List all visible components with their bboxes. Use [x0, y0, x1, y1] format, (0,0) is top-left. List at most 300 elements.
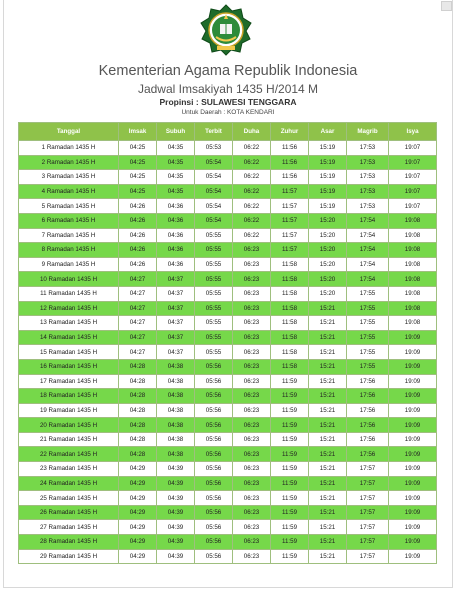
date-cell: 17 Ramadan 1435 H: [19, 374, 119, 389]
time-cell: 06:23: [233, 316, 271, 331]
time-cell: 11:59: [271, 418, 309, 433]
time-cell: 04:38: [157, 374, 195, 389]
time-cell: 15:21: [309, 432, 347, 447]
time-cell: 04:37: [157, 301, 195, 316]
time-cell: 17:57: [347, 462, 389, 477]
time-cell: 05:54: [195, 184, 233, 199]
time-cell: 06:23: [233, 359, 271, 374]
time-cell: 15:21: [309, 535, 347, 550]
time-cell: 15:20: [309, 286, 347, 301]
time-cell: 04:36: [157, 199, 195, 214]
time-cell: 06:23: [233, 257, 271, 272]
column-header: Imsak: [119, 123, 157, 141]
time-cell: 05:56: [195, 403, 233, 418]
time-cell: 06:23: [233, 418, 271, 433]
time-cell: 19:09: [389, 520, 437, 535]
time-cell: 11:57: [271, 243, 309, 258]
time-cell: 15:19: [309, 170, 347, 185]
time-cell: 06:23: [233, 535, 271, 550]
time-cell: 04:25: [119, 155, 157, 170]
time-cell: 17:57: [347, 505, 389, 520]
time-cell: 04:28: [119, 359, 157, 374]
time-cell: 05:54: [195, 199, 233, 214]
time-cell: 04:37: [157, 345, 195, 360]
time-cell: 11:57: [271, 213, 309, 228]
time-cell: 04:27: [119, 345, 157, 360]
table-row: [19, 286, 437, 301]
time-cell: 04:26: [119, 257, 157, 272]
time-cell: 05:55: [195, 243, 233, 258]
time-cell: 19:09: [389, 330, 437, 345]
time-cell: 11:56: [271, 155, 309, 170]
time-cell: 15:21: [309, 301, 347, 316]
time-cell: 17:56: [347, 447, 389, 462]
time-cell: 15:21: [309, 520, 347, 535]
time-cell: 04:35: [157, 184, 195, 199]
time-cell: 11:59: [271, 374, 309, 389]
time-cell: 11:59: [271, 535, 309, 550]
time-cell: 15:21: [309, 447, 347, 462]
time-cell: 15:20: [309, 228, 347, 243]
time-cell: 17:53: [347, 155, 389, 170]
time-cell: 05:55: [195, 345, 233, 360]
time-cell: 04:27: [119, 272, 157, 287]
time-cell: 04:38: [157, 403, 195, 418]
column-header: Tanggal: [19, 123, 119, 141]
time-cell: 17:57: [347, 549, 389, 564]
date-cell: 8 Ramadan 1435 H: [19, 243, 119, 258]
time-cell: 05:56: [195, 505, 233, 520]
date-cell: 26 Ramadan 1435 H: [19, 505, 119, 520]
time-cell: 06:23: [233, 403, 271, 418]
time-cell: 11:59: [271, 520, 309, 535]
time-cell: 17:55: [347, 316, 389, 331]
time-cell: 06:23: [233, 462, 271, 477]
time-cell: 19:08: [389, 243, 437, 258]
time-cell: 06:23: [233, 476, 271, 491]
time-cell: 15:20: [309, 257, 347, 272]
time-cell: 17:57: [347, 520, 389, 535]
time-cell: 15:21: [309, 418, 347, 433]
time-cell: 05:53: [195, 141, 233, 156]
time-cell: 17:54: [347, 243, 389, 258]
table-row: [19, 228, 437, 243]
date-cell: 22 Ramadan 1435 H: [19, 447, 119, 462]
time-cell: 04:37: [157, 330, 195, 345]
column-header: Zuhur: [271, 123, 309, 141]
time-cell: 04:29: [119, 549, 157, 564]
time-cell: 05:56: [195, 476, 233, 491]
time-cell: 17:56: [347, 389, 389, 404]
time-cell: 04:29: [119, 505, 157, 520]
time-cell: 04:29: [119, 520, 157, 535]
time-cell: 17:54: [347, 257, 389, 272]
time-cell: 05:55: [195, 257, 233, 272]
time-cell: 17:56: [347, 418, 389, 433]
time-cell: 05:55: [195, 301, 233, 316]
table-row: [19, 155, 437, 170]
date-cell: 23 Ramadan 1435 H: [19, 462, 119, 477]
date-cell: 6 Ramadan 1435 H: [19, 213, 119, 228]
time-cell: 11:59: [271, 491, 309, 506]
time-cell: 11:58: [271, 301, 309, 316]
date-cell: 20 Ramadan 1435 H: [19, 418, 119, 433]
time-cell: 06:23: [233, 243, 271, 258]
time-cell: 05:56: [195, 432, 233, 447]
table-row: [19, 432, 437, 447]
time-cell: 15:21: [309, 374, 347, 389]
time-cell: 04:39: [157, 462, 195, 477]
time-cell: 11:59: [271, 403, 309, 418]
time-cell: 19:07: [389, 199, 437, 214]
date-cell: 19 Ramadan 1435 H: [19, 403, 119, 418]
table-row: [19, 170, 437, 185]
table-row: [19, 257, 437, 272]
time-cell: 11:58: [271, 316, 309, 331]
time-cell: 06:23: [233, 272, 271, 287]
time-cell: 17:56: [347, 432, 389, 447]
time-cell: 04:35: [157, 155, 195, 170]
time-cell: 15:21: [309, 462, 347, 477]
time-cell: 05:55: [195, 228, 233, 243]
time-cell: 19:08: [389, 316, 437, 331]
date-cell: 15 Ramadan 1435 H: [19, 345, 119, 360]
date-cell: 28 Ramadan 1435 H: [19, 535, 119, 550]
time-cell: 15:21: [309, 330, 347, 345]
time-cell: 11:57: [271, 184, 309, 199]
column-header: Isya: [389, 123, 437, 141]
time-cell: 05:54: [195, 155, 233, 170]
time-cell: 17:55: [347, 359, 389, 374]
table-body: [19, 141, 437, 564]
province-label: Propinsi : SULAWESI TENGGARA: [159, 97, 297, 107]
time-cell: 11:58: [271, 359, 309, 374]
page-subtitle: Jadwal Imsakiyah 1435 H/2014 M: [137, 82, 319, 96]
time-cell: 19:09: [389, 462, 437, 477]
date-cell: 4 Ramadan 1435 H: [19, 184, 119, 199]
time-cell: 19:08: [389, 301, 437, 316]
time-cell: 06:22: [233, 228, 271, 243]
date-cell: 21 Ramadan 1435 H: [19, 432, 119, 447]
time-cell: 04:35: [157, 141, 195, 156]
table-row: [19, 213, 437, 228]
date-cell: 9 Ramadan 1435 H: [19, 257, 119, 272]
date-cell: 11 Ramadan 1435 H: [19, 286, 119, 301]
time-cell: 19:09: [389, 505, 437, 520]
time-cell: 06:23: [233, 505, 271, 520]
ministry-emblem-icon: [200, 4, 252, 56]
time-cell: 17:55: [347, 330, 389, 345]
time-cell: 04:36: [157, 213, 195, 228]
table-row: [19, 243, 437, 258]
time-cell: 17:56: [347, 403, 389, 418]
date-cell: 13 Ramadan 1435 H: [19, 316, 119, 331]
time-cell: 04:28: [119, 374, 157, 389]
time-cell: 06:23: [233, 286, 271, 301]
time-cell: 19:09: [389, 447, 437, 462]
time-cell: 11:57: [271, 199, 309, 214]
date-cell: 7 Ramadan 1435 H: [19, 228, 119, 243]
time-cell: 06:22: [233, 141, 271, 156]
time-cell: 04:26: [119, 199, 157, 214]
column-header: Magrib: [347, 123, 389, 141]
time-cell: 19:08: [389, 228, 437, 243]
time-cell: 04:36: [157, 257, 195, 272]
time-cell: 04:39: [157, 476, 195, 491]
time-cell: 11:58: [271, 330, 309, 345]
date-cell: 14 Ramadan 1435 H: [19, 330, 119, 345]
time-cell: 11:56: [271, 141, 309, 156]
time-cell: 06:23: [233, 432, 271, 447]
time-cell: 17:57: [347, 476, 389, 491]
time-cell: 05:54: [195, 213, 233, 228]
time-cell: 11:58: [271, 272, 309, 287]
time-cell: 04:26: [119, 213, 157, 228]
time-cell: 17:54: [347, 272, 389, 287]
time-cell: 17:55: [347, 301, 389, 316]
time-cell: 11:59: [271, 549, 309, 564]
time-cell: 05:55: [195, 286, 233, 301]
time-cell: 04:39: [157, 549, 195, 564]
table-row: [19, 505, 437, 520]
time-cell: 05:56: [195, 389, 233, 404]
table-row: [19, 359, 437, 374]
time-cell: 17:55: [347, 286, 389, 301]
time-cell: 06:22: [233, 155, 271, 170]
time-cell: 15:19: [309, 199, 347, 214]
time-cell: 04:26: [119, 243, 157, 258]
time-cell: 05:56: [195, 462, 233, 477]
time-cell: 04:39: [157, 520, 195, 535]
time-cell: 04:37: [157, 272, 195, 287]
table-row: [19, 535, 437, 550]
time-cell: 19:08: [389, 257, 437, 272]
time-cell: 04:39: [157, 535, 195, 550]
date-cell: 27 Ramadan 1435 H: [19, 520, 119, 535]
time-cell: 05:56: [195, 447, 233, 462]
table-row: [19, 316, 437, 331]
table-row: [19, 476, 437, 491]
time-cell: 04:27: [119, 301, 157, 316]
time-cell: 17:57: [347, 535, 389, 550]
date-cell: 16 Ramadan 1435 H: [19, 359, 119, 374]
time-cell: 06:22: [233, 199, 271, 214]
time-cell: 17:53: [347, 199, 389, 214]
time-cell: 19:09: [389, 535, 437, 550]
time-cell: 04:28: [119, 389, 157, 404]
time-cell: 04:39: [157, 505, 195, 520]
time-cell: 19:08: [389, 286, 437, 301]
column-header: Asar: [309, 123, 347, 141]
date-cell: 29 Ramadan 1435 H: [19, 549, 119, 564]
time-cell: 15:21: [309, 505, 347, 520]
time-cell: 04:38: [157, 447, 195, 462]
time-cell: 17:54: [347, 228, 389, 243]
time-cell: 04:36: [157, 228, 195, 243]
time-cell: 19:09: [389, 403, 437, 418]
time-cell: 11:58: [271, 286, 309, 301]
time-cell: 06:23: [233, 389, 271, 404]
time-cell: 04:29: [119, 491, 157, 506]
table-row: [19, 345, 437, 360]
time-cell: 15:19: [309, 184, 347, 199]
table-row: [19, 520, 437, 535]
time-cell: 19:08: [389, 213, 437, 228]
table-row: [19, 447, 437, 462]
time-cell: 15:21: [309, 359, 347, 374]
time-cell: 11:59: [271, 447, 309, 462]
column-header: Subuh: [157, 123, 195, 141]
time-cell: 04:38: [157, 389, 195, 404]
time-cell: 19:09: [389, 491, 437, 506]
time-cell: 11:59: [271, 432, 309, 447]
table-row: [19, 389, 437, 404]
time-cell: 19:09: [389, 476, 437, 491]
time-cell: 04:39: [157, 491, 195, 506]
time-cell: 15:21: [309, 389, 347, 404]
table-row: [19, 549, 437, 564]
time-cell: 11:59: [271, 476, 309, 491]
time-cell: 17:54: [347, 213, 389, 228]
date-cell: 18 Ramadan 1435 H: [19, 389, 119, 404]
column-header: Duha: [233, 123, 271, 141]
time-cell: 05:55: [195, 330, 233, 345]
time-cell: 15:21: [309, 403, 347, 418]
time-cell: 04:38: [157, 432, 195, 447]
time-cell: 04:35: [157, 170, 195, 185]
time-cell: 11:58: [271, 257, 309, 272]
time-cell: 17:55: [347, 345, 389, 360]
table-row: [19, 184, 437, 199]
time-cell: 05:54: [195, 170, 233, 185]
table-header-row: [19, 123, 437, 141]
time-cell: 04:29: [119, 476, 157, 491]
time-cell: 15:19: [309, 155, 347, 170]
time-cell: 04:26: [119, 228, 157, 243]
time-cell: 04:29: [119, 462, 157, 477]
time-cell: 04:25: [119, 170, 157, 185]
table-row: [19, 418, 437, 433]
table-row: [19, 462, 437, 477]
time-cell: 04:27: [119, 330, 157, 345]
table-row: [19, 301, 437, 316]
column-header: Terbit: [195, 123, 233, 141]
table-row: [19, 403, 437, 418]
time-cell: 17:57: [347, 491, 389, 506]
time-cell: 05:55: [195, 316, 233, 331]
time-cell: 17:53: [347, 141, 389, 156]
time-cell: 05:56: [195, 418, 233, 433]
date-cell: 25 Ramadan 1435 H: [19, 491, 119, 506]
table-row: [19, 330, 437, 345]
time-cell: 05:56: [195, 535, 233, 550]
time-cell: 11:59: [271, 505, 309, 520]
time-cell: 04:38: [157, 418, 195, 433]
time-cell: 11:58: [271, 345, 309, 360]
time-cell: 04:25: [119, 184, 157, 199]
time-cell: 19:09: [389, 345, 437, 360]
corner-box-icon: [441, 1, 452, 11]
time-cell: 06:23: [233, 330, 271, 345]
table-row: [19, 491, 437, 506]
time-cell: 17:53: [347, 170, 389, 185]
time-cell: 04:28: [119, 418, 157, 433]
time-cell: 15:21: [309, 491, 347, 506]
time-cell: 19:09: [389, 389, 437, 404]
time-cell: 06:23: [233, 491, 271, 506]
time-cell: 17:56: [347, 374, 389, 389]
time-cell: 11:57: [271, 228, 309, 243]
time-cell: 04:38: [157, 359, 195, 374]
time-cell: 05:55: [195, 272, 233, 287]
time-cell: 19:08: [389, 272, 437, 287]
area-label: Untuk Daerah : KOTA KENDARI: [181, 109, 275, 116]
time-cell: 06:22: [233, 184, 271, 199]
time-cell: 19:07: [389, 155, 437, 170]
time-cell: 06:23: [233, 345, 271, 360]
time-cell: 19:07: [389, 170, 437, 185]
date-cell: 24 Ramadan 1435 H: [19, 476, 119, 491]
date-cell: 5 Ramadan 1435 H: [19, 199, 119, 214]
time-cell: 15:19: [309, 141, 347, 156]
time-cell: 15:21: [309, 549, 347, 564]
time-cell: 04:37: [157, 316, 195, 331]
time-cell: 05:56: [195, 374, 233, 389]
time-cell: 05:56: [195, 491, 233, 506]
time-cell: 06:23: [233, 374, 271, 389]
date-cell: 12 Ramadan 1435 H: [19, 301, 119, 316]
time-cell: 11:59: [271, 462, 309, 477]
time-cell: 06:23: [233, 447, 271, 462]
date-cell: 3 Ramadan 1435 H: [19, 170, 119, 185]
time-cell: 04:25: [119, 141, 157, 156]
time-cell: 19:09: [389, 374, 437, 389]
time-cell: 19:09: [389, 549, 437, 564]
table-row: [19, 199, 437, 214]
date-cell: 1 Ramadan 1435 H: [19, 141, 119, 156]
time-cell: 04:27: [119, 316, 157, 331]
time-cell: 15:20: [309, 243, 347, 258]
time-cell: 05:56: [195, 549, 233, 564]
time-cell: 11:59: [271, 389, 309, 404]
time-cell: 05:56: [195, 359, 233, 374]
imsakiyah-table: [18, 122, 437, 564]
time-cell: 04:28: [119, 447, 157, 462]
time-cell: 15:20: [309, 272, 347, 287]
time-cell: 11:56: [271, 170, 309, 185]
time-cell: 15:21: [309, 476, 347, 491]
time-cell: 19:07: [389, 141, 437, 156]
time-cell: 06:23: [233, 301, 271, 316]
time-cell: 04:37: [157, 286, 195, 301]
time-cell: 19:07: [389, 184, 437, 199]
time-cell: 06:22: [233, 213, 271, 228]
time-cell: 15:21: [309, 345, 347, 360]
time-cell: 04:28: [119, 403, 157, 418]
time-cell: 19:09: [389, 418, 437, 433]
time-cell: 15:20: [309, 213, 347, 228]
time-cell: 15:21: [309, 316, 347, 331]
time-cell: 19:09: [389, 359, 437, 374]
date-cell: 2 Ramadan 1435 H: [19, 155, 119, 170]
time-cell: 06:22: [233, 170, 271, 185]
table-row: [19, 272, 437, 287]
time-cell: 06:23: [233, 520, 271, 535]
table-row: [19, 374, 437, 389]
page-title: Kementerian Agama Republik Indonesia: [98, 63, 358, 79]
time-cell: 04:28: [119, 432, 157, 447]
table-row: [19, 141, 437, 156]
